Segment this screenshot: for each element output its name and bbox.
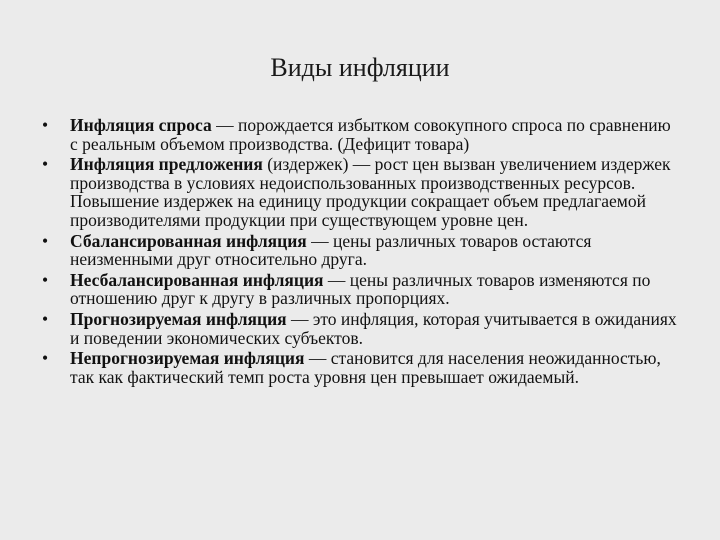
- term-description: — это инфляция, которая учитывается в ожиданиях и поведении экономических субъектов.: [70, 308, 677, 348]
- term-description: — цены различных товаров остаются неизменными друг относительно друга.: [70, 230, 592, 270]
- term-demand-inflation: Инфляция спроса: [70, 115, 212, 135]
- slide-title: Виды инфляции: [270, 53, 450, 82]
- term-description: (издержек) — рост цен вызван увеличением издержек производства в условиях недоиспользованных производственных ресурсов. Повышение издержек на единицу продукции сокращает объем предлагаемой производителями продукции при существующем уровне цен.: [70, 154, 671, 230]
- bullet-icon: •: [42, 308, 49, 329]
- term-unanticipated-inflation: Непрогнозируемая инфляция: [70, 348, 305, 369]
- bullet-icon: •: [42, 230, 49, 251]
- term-anticipated-inflation: Прогнозируемая инфляция: [70, 308, 287, 329]
- term-description: — порождается избытком совокупного спроса по сравнению с реальным объемом производства. (Дефицит товара): [70, 115, 671, 154]
- term-supply-inflation: Инфляция предложения: [70, 154, 263, 175]
- list-item: [42, 232, 682, 269]
- bullet-icon: •: [42, 115, 49, 135]
- list-item: [42, 310, 682, 347]
- list-item: [42, 116, 682, 153]
- list-item: [42, 349, 682, 386]
- bullet-list: [42, 116, 682, 388]
- term-unbalanced-inflation: Несбалансированная инфляция: [70, 269, 324, 290]
- bullet-icon: •: [42, 348, 49, 369]
- term-description: — становится для населения неожиданностью, так как фактический темп роста уровня цен превышает ожидаемый.: [70, 348, 661, 387]
- list-item: [42, 271, 682, 308]
- bullet-icon: •: [42, 269, 49, 290]
- term-description: — цены различных товаров изменяются по отношению друг к другу в различных пропорциях.: [70, 269, 651, 309]
- list-item: [42, 155, 682, 229]
- term-balanced-inflation: Сбалансированная инфляция: [70, 230, 307, 251]
- bullet-icon: •: [42, 154, 49, 175]
